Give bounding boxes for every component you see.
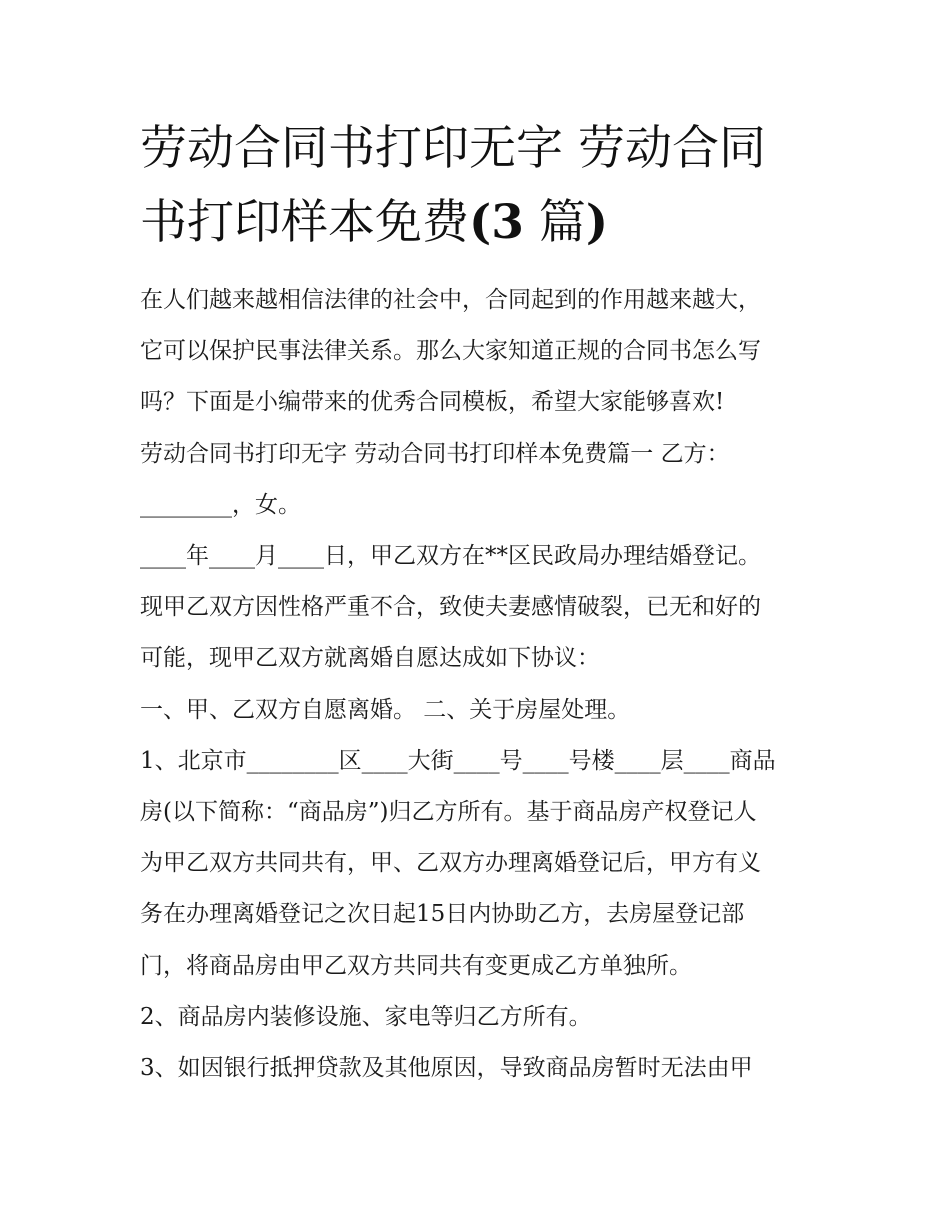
body-line: ____年____月____日，甲乙双方在**区民政局办理结婚登记。 <box>140 543 761 570</box>
title-line-2-count: (3 <box>469 195 524 250</box>
body-line: 3、如因银行抵押贷款及其他原因，导致商品房暂时无法由甲 <box>140 1055 753 1082</box>
title-line-1: 劳动合同书打印无字 劳动合同 <box>140 121 766 176</box>
body-line: 1、北京市________区____大街____号____号楼____层____商品 <box>140 747 776 774</box>
body-line: 门，将商品房由甲乙双方共同共有变更成乙方单独所。 <box>140 952 692 979</box>
body-line: 它可以保护民事法律关系。那么大家知道正规的合同书怎么写 <box>140 338 761 365</box>
body-line: ________，女。 <box>140 491 301 518</box>
document-title <box>140 112 840 260</box>
title-line-2-close: ) <box>585 195 609 250</box>
body-line: 为甲乙双方共同共有，甲、乙双方办理离婚登记后，甲方有义 <box>140 850 761 877</box>
body-line: 一、甲、乙双方自愿离婚。 二、关于房屋处理。 <box>140 696 631 723</box>
body-line: 2、商品房内装修设施、家电等归乙方所有。 <box>140 1003 592 1030</box>
document-body <box>140 275 830 1094</box>
body-line: 房(以下简称：“商品房”)归乙方所有。基于商品房产权登记人 <box>140 799 757 826</box>
body-line: 务在办理离婚登记之次日起15日内协助乙方，去房屋登记部 <box>140 901 745 928</box>
title-line-2-text: 书打印样本免费 <box>140 195 469 250</box>
body-line: 劳动合同书打印无字 劳动合同书打印样本免费篇一 乙方： <box>140 440 730 467</box>
body-line: 现甲乙双方因性格严重不合，致使夫妻感情破裂，已无和好的 <box>140 594 761 621</box>
title-line-2-unit: 篇 <box>523 195 586 250</box>
body-line: 吗？下面是小编带来的优秀合同模板，希望大家能够喜欢! <box>140 389 725 416</box>
body-line: 在人们越来越相信法律的社会中，合同起到的作用越来越大， <box>140 287 761 313</box>
body-line: 可能，现甲乙双方就离婚自愿达成如下协议： <box>140 645 600 672</box>
